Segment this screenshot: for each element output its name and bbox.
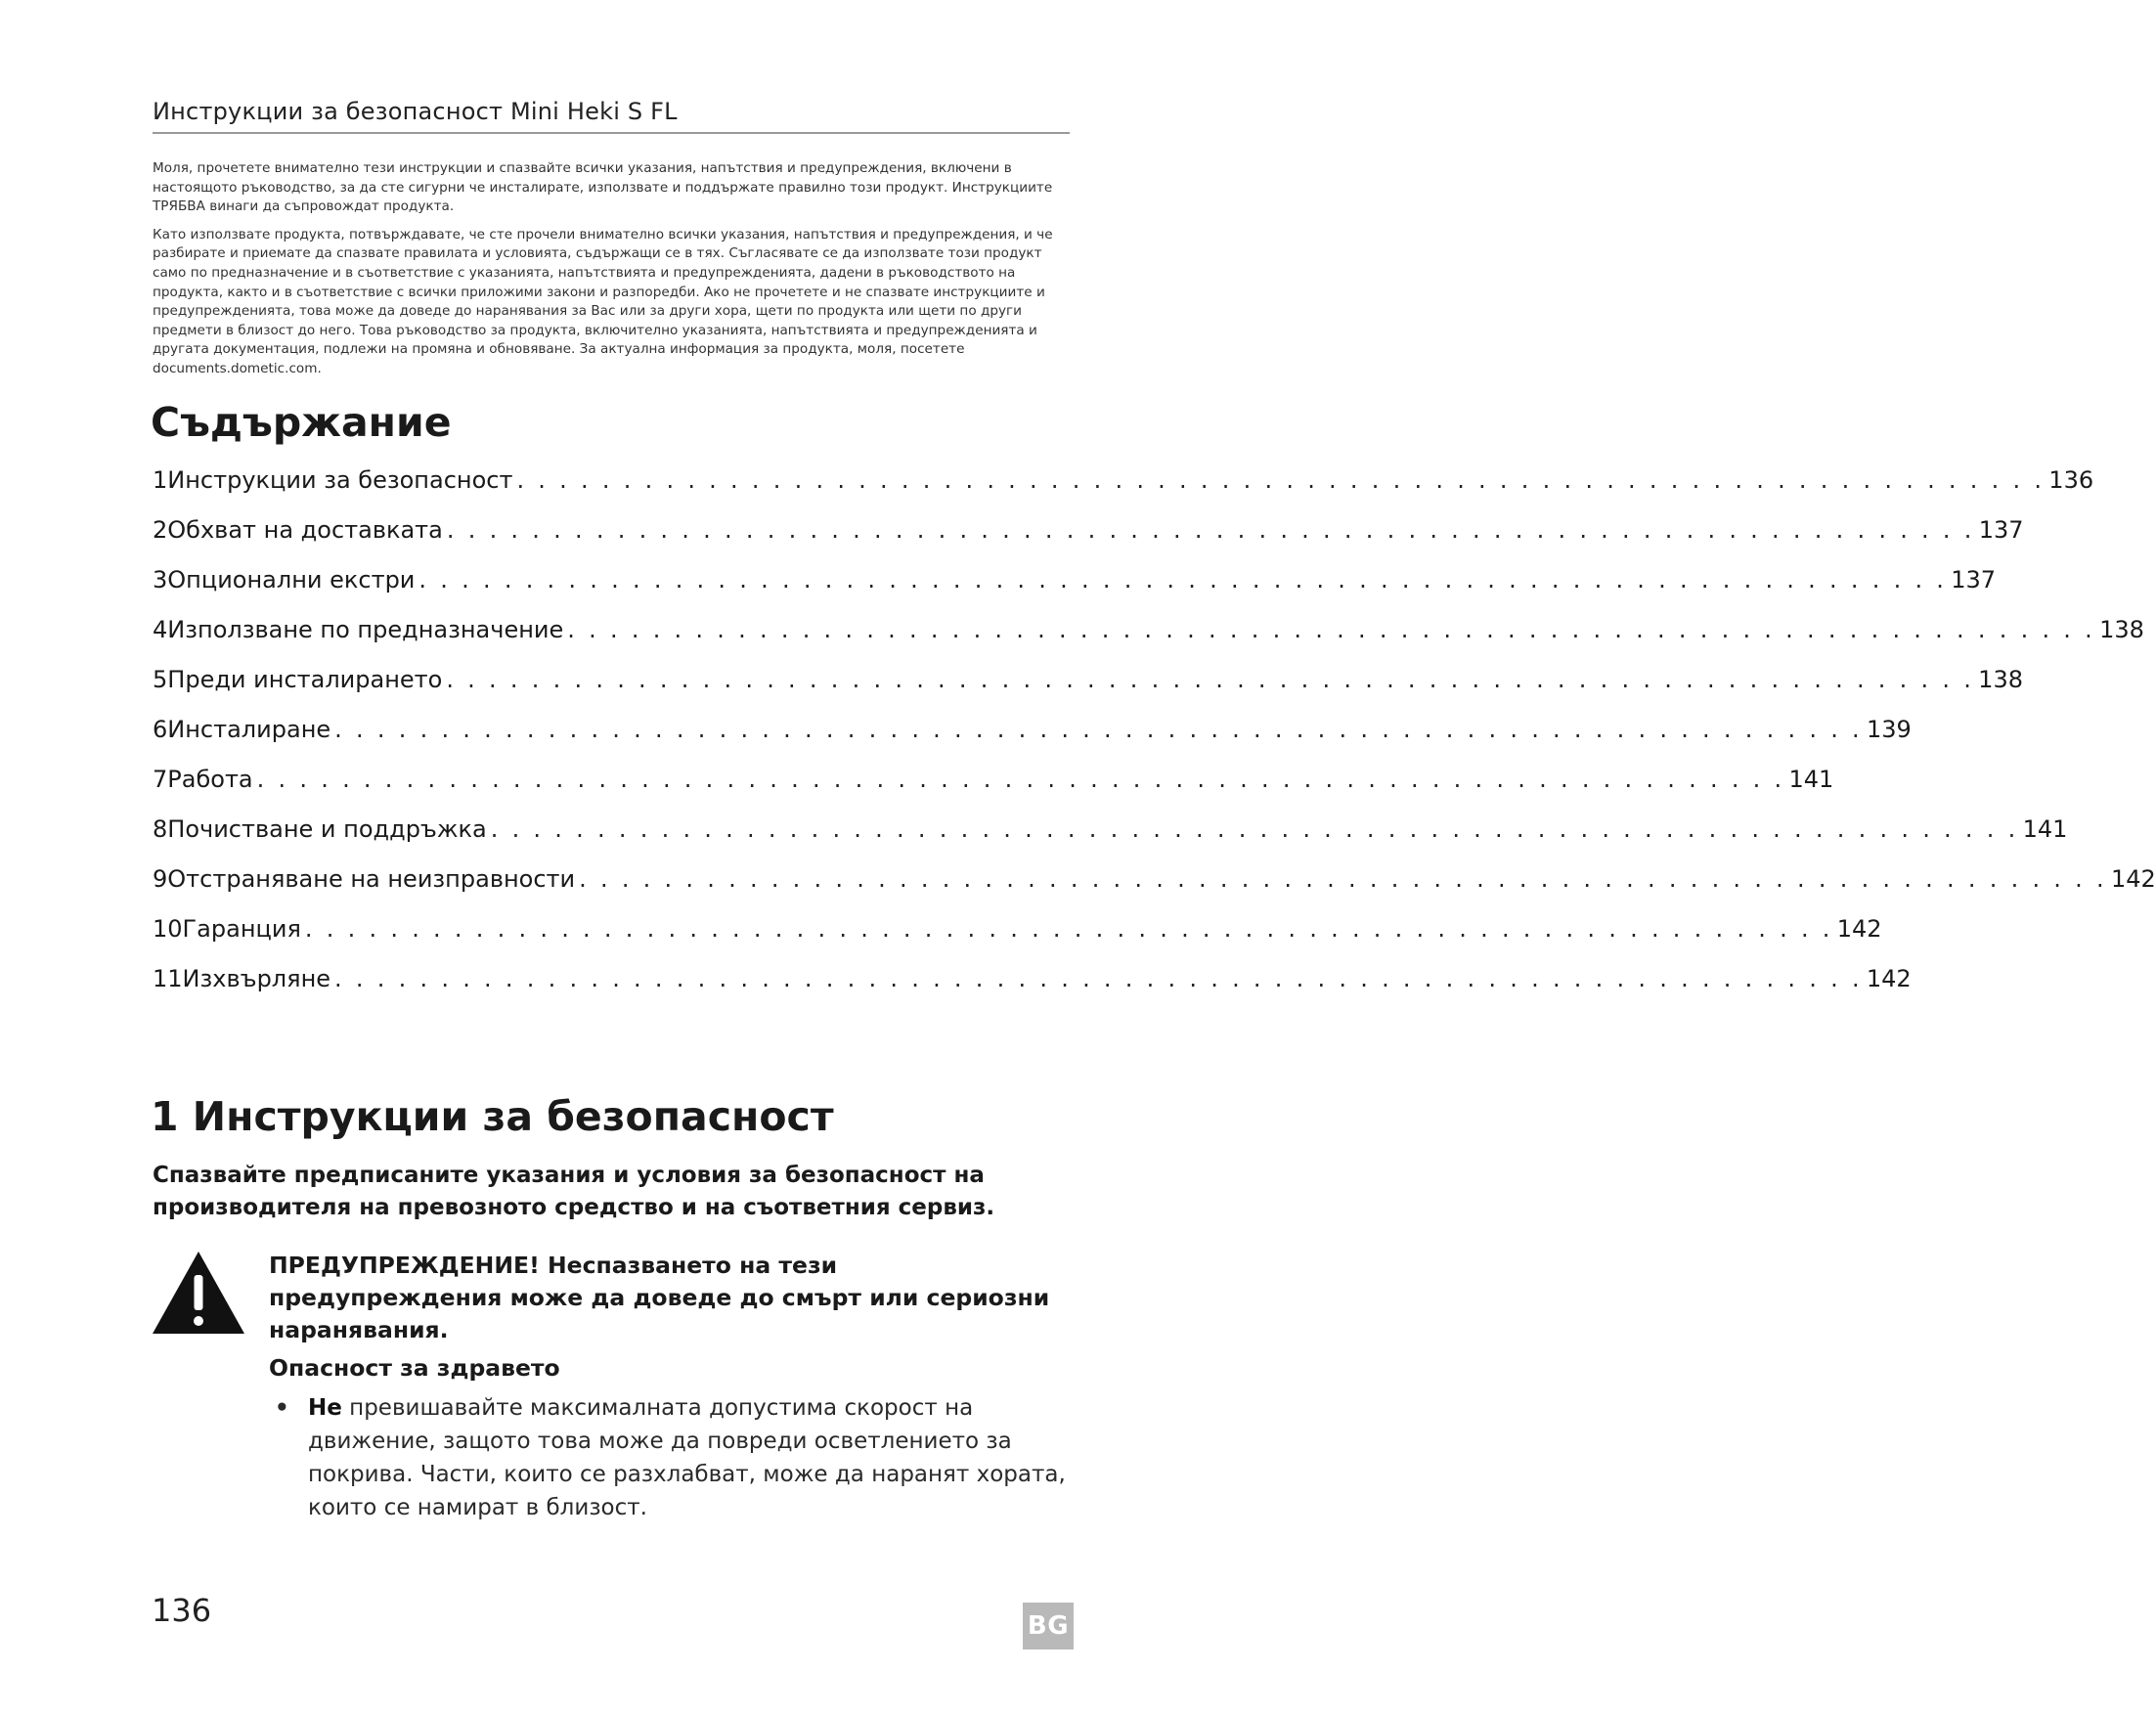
toc-entry-page: 138 — [2099, 616, 2144, 643]
toc-entry-page: 141 — [2022, 815, 2068, 843]
toc-entry[interactable] — [153, 865, 2156, 915]
toc-entry[interactable] — [153, 466, 2094, 516]
header-rule — [153, 132, 1070, 134]
table-of-contents — [153, 466, 2156, 1015]
toc-entry-number: 7 — [153, 766, 168, 793]
toc-entry[interactable] — [153, 766, 1834, 815]
toc-entry-page: 142 — [1866, 965, 1912, 992]
toc-entry-label: Работа — [167, 766, 253, 793]
toc-entry-number: 11 — [153, 965, 183, 992]
toc-entry-label: Изхвърляне — [182, 965, 331, 992]
toc-entry-page: 136 — [2048, 466, 2094, 494]
warning-subheading: Опасност за здравето — [269, 1354, 560, 1382]
toc-leader-dots: . . . . . . . . . . . . . . . . . . . . . . . . . . . . . . . . . . . . . . . . . . . . . . . . . . . . . . . . . . . . . . . . . . . . . . . . — [334, 716, 1863, 743]
toc-leader-dots: . . . . . . . . . . . . . . . . . . . . . . . . . . . . . . . . . . . . . . . . . . . . . . . . . . . . . . . . . . . . . . . . . . . . . . . . — [446, 666, 1975, 693]
toc-entry-number: 2 — [153, 516, 168, 544]
toc-entry[interactable] — [153, 616, 2144, 666]
intro-paragraph-1: Моля, прочетете внимателно тези инструкции и спазвайте всички указания, напътствия и предупреждения, включени в настоящото ръководство, за да сте сигурни че инсталирате, използвате и поддържате правилно този продукт. Инструкциите ТРЯБВА винаги да съпровождат продукта. — [153, 160, 1053, 215]
toc-entry-number: 10 — [153, 915, 183, 943]
bullet-marker: • — [275, 1395, 289, 1421]
toc-leader-dots: . . . . . . . . . . . . . . . . . . . . . . . . . . . . . . . . . . . . . . . . . . . . . . . . . . . . . . . . . . . . . . . . . . . . . . . . — [579, 865, 2107, 893]
toc-entry[interactable] — [153, 666, 2023, 716]
toc-entry[interactable] — [153, 716, 1912, 766]
warning-exclamation-dot — [194, 1316, 203, 1326]
toc-entry-label: Обхват на доставката — [167, 516, 443, 544]
bullet-text: превишавайте максималната допустима скорост на движение, защото това може да повреди осветлението за покрива. Части, които се разхлабват, може да наранят хората, които се намират в близост. — [308, 1395, 1066, 1520]
warning-heading: ПРЕДУПРЕЖДЕНИЕ! Неспазването на тези предупреждения може да доведе до смърт или сериозни наранявания. — [269, 1252, 1050, 1343]
running-header: Инструкции за безопасност Mini Heki S FL — [153, 98, 678, 125]
section-lead: Спазвайте предписаните указания и условия за безопасност на производителя на превозното средство и на съответния сервиз. — [153, 1163, 995, 1220]
toc-entry-page: 137 — [1951, 566, 1997, 594]
toc-entry-label: Използване по предназначение — [167, 616, 564, 643]
toc-entry-number: 3 — [153, 566, 168, 594]
toc-leader-dots: . . . . . . . . . . . . . . . . . . . . . . . . . . . . . . . . . . . . . . . . . . . . . . . . . . . . . . . . . . . . . . . . . . . . . . . . — [418, 566, 1948, 594]
toc-entry-label: Гаранция — [182, 915, 301, 943]
toc-entry-number: 5 — [153, 666, 168, 693]
warning-bullet — [269, 1391, 1100, 1524]
toc-entry-label: Опционални екстри — [167, 566, 416, 594]
toc-entry-label: Инсталиране — [167, 716, 331, 743]
toc-entry[interactable] — [153, 965, 1912, 1015]
toc-entry-page: 142 — [1836, 915, 1882, 943]
intro-paragraph-2: Като използвате продукта, потвърждавате, че сте прочели внимателно всички указания, напътствия и предупреждения, и че разбирате и приемате да спазвате правилата и условията, съдържащи се в тях. Съгласявате се да използвате този продукт само по предназначение и в съответствие с указанията, напътствията и предупрежденията, дадени в ръководството на продукта, както и в съответствие с всички приложими закони и разпоредби. Ако не прочетете и не спазвате инструкциите и предупрежденията, това може да доведе до наранявания за Вас или за други хора, щети по продукта или щети по други предмети в близост до него. Това ръководство за продукта, включително указанията, напътствията и предупрежденията и другата документация, подлежи на промяна и обновяване. За актуална информация за продукта, моля, посетете documents.dometic.com. — [153, 226, 1053, 376]
toc-entry-label: Почистване и поддръжка — [167, 815, 487, 843]
bullet-emphasis: Не — [308, 1395, 342, 1421]
language-badge: BG — [1023, 1603, 1074, 1649]
toc-entry-page: 142 — [2110, 865, 2156, 893]
toc-entry-page: 141 — [1788, 766, 1834, 793]
toc-entry[interactable] — [153, 815, 2068, 865]
warning-triangle-icon — [151, 1250, 246, 1336]
toc-leader-dots: . . . . . . . . . . . . . . . . . . . . . . . . . . . . . . . . . . . . . . . . . . . . . . . . . . . . . . . . . . . . . . . . . . . . . . . . — [256, 766, 1785, 793]
warning-block — [269, 1250, 1071, 1524]
toc-entry-page: 139 — [1867, 716, 1912, 743]
page-number: 136 — [152, 1592, 212, 1629]
toc-entry[interactable] — [153, 566, 1997, 616]
toc-entry-label: Преди инсталирането — [167, 666, 443, 693]
toc-entry-label: Отстраняване на неизправности — [167, 865, 576, 893]
toc-entry-number: 8 — [153, 815, 168, 843]
toc-leader-dots: . . . . . . . . . . . . . . . . . . . . . . . . . . . . . . . . . . . . . . . . . . . . . . . . . . . . . . . . . . . . . . . . . . . . . . . . — [446, 516, 1975, 544]
toc-entry-page: 137 — [1978, 516, 2024, 544]
toc-entry[interactable] — [153, 516, 2024, 566]
toc-leader-dots: . . . . . . . . . . . . . . . . . . . . . . . . . . . . . . . . . . . . . . . . . . . . . . . . . . . . . . . . . . . . . . . . . . . . . . . . — [304, 915, 1833, 943]
toc-entry-page: 138 — [1978, 666, 2023, 693]
toc-leader-dots: . . . . . . . . . . . . . . . . . . . . . . . . . . . . . . . . . . . . . . . . . . . . . . . . . . . . . . . . . . . . . . . . . . . . . . . . — [334, 965, 1863, 992]
warning-exclamation-bar — [195, 1275, 203, 1310]
toc-leader-dots: . . . . . . . . . . . . . . . . . . . . . . . . . . . . . . . . . . . . . . . . . . . . . . . . . . . . . . . . . . . . . . . . . . . . . . . . — [490, 815, 2019, 843]
toc-leader-dots: . . . . . . . . . . . . . . . . . . . . . . . . . . . . . . . . . . . . . . . . . . . . . . . . . . . . . . . . . . . . . . . . . . . . . . . . — [567, 616, 2096, 643]
toc-entry-label: Инструкции за безопасност — [167, 466, 513, 494]
toc-entry-number: 6 — [153, 716, 168, 743]
toc-entry-number: 4 — [153, 616, 168, 643]
toc-title: Съдържание — [151, 399, 452, 446]
section-title: 1 Инструкции за безопасност — [151, 1093, 834, 1140]
toc-entry[interactable] — [153, 915, 1882, 965]
toc-entry-number: 1 — [153, 466, 168, 494]
toc-entry-number: 9 — [153, 865, 168, 893]
toc-leader-dots: . . . . . . . . . . . . . . . . . . . . . . . . . . . . . . . . . . . . . . . . . . . . . . . . . . . . . . . . . . . . . . . . . . . . . . . . — [516, 466, 2046, 494]
intro-text — [153, 159, 1070, 388]
